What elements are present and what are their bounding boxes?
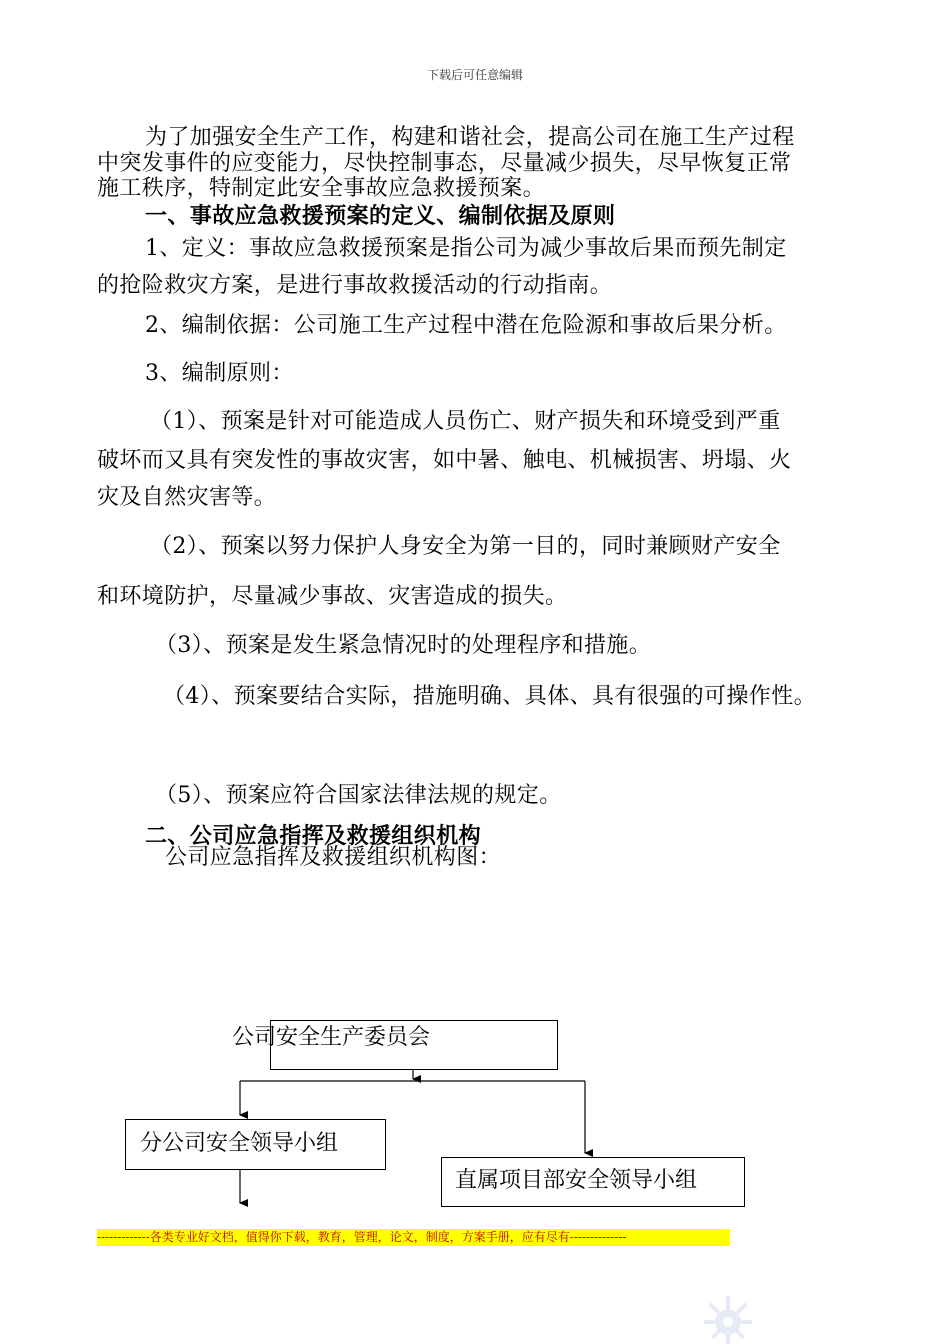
org-label-left: 分公司安全领导小组 (140, 1131, 339, 1156)
footer-banner: -------------各类专业好文档，值得你下载，教育，管理，论文，制度，方案手册，应有尽有-------------- (97, 1229, 730, 1246)
org-label-top: 公司安全生产委员会 (232, 1025, 431, 1050)
principle-2-line-1: （2）、预案以努力保护人身安全为第一目的，同时兼顾财产安全 (150, 534, 781, 559)
org-label-right: 直属项目部安全领导小组 (455, 1168, 698, 1193)
section-2-heading: 二、公司应急指挥及救援组织机构 (145, 823, 482, 849)
principle-5: （5）、预案应符合国家法律法规的规定。 (155, 783, 562, 808)
definition-line-1: 1、定义：事故应急救援预案是指公司为减少事故后果而预先制定 (145, 236, 787, 261)
intro-line-2: 中突发事件的应变能力，尽快控制事态，尽量减少损失，尽早恢复正常 (97, 151, 792, 176)
section-1-heading: 一、事故应急救援预案的定义、编制依据及原则 (145, 203, 616, 229)
intro-line-1: 为了加强安全生产工作，构建和谐社会，提高公司在施工生产过程 (145, 125, 795, 150)
principle-4: （4）、预案要结合实际，措施明确、具体、具有很强的可操作性。 (163, 684, 816, 709)
org-chart-caption: 公司应急指挥及救援组织机构图： (165, 845, 502, 870)
basis-text: 2、编制依据：公司施工生产过程中潜在危险源和事故后果分析。 (145, 313, 787, 338)
principle-1-line-2: 破坏而又具有突发性的事故灾害，如中暑、触电、机械损害、坍塌、火 (97, 448, 792, 473)
snowflake-watermark-icon (693, 1282, 763, 1344)
principles-label: 3、编制原则： (145, 361, 294, 386)
header-note: 下载后可任意编辑 (426, 68, 523, 82)
definition-line-2: 的抢险救灾方案，是进行事故救援活动的行动指南。 (97, 273, 613, 298)
principle-1-line-3: 灾及自然灾害等。 (97, 485, 277, 510)
principle-3: （3）、预案是发生紧急情况时的处理程序和措施。 (155, 633, 652, 658)
intro-line-3: 施工秩序，特制定此安全事故应急救援预案。 (97, 176, 546, 201)
principle-1-line-1: （1）、预案是针对可能造成人员伤亡、财产损失和环境受到严重 (150, 409, 781, 434)
principle-2-line-2: 和环境防护，尽量减少事故、灾害造成的损失。 (97, 584, 568, 609)
